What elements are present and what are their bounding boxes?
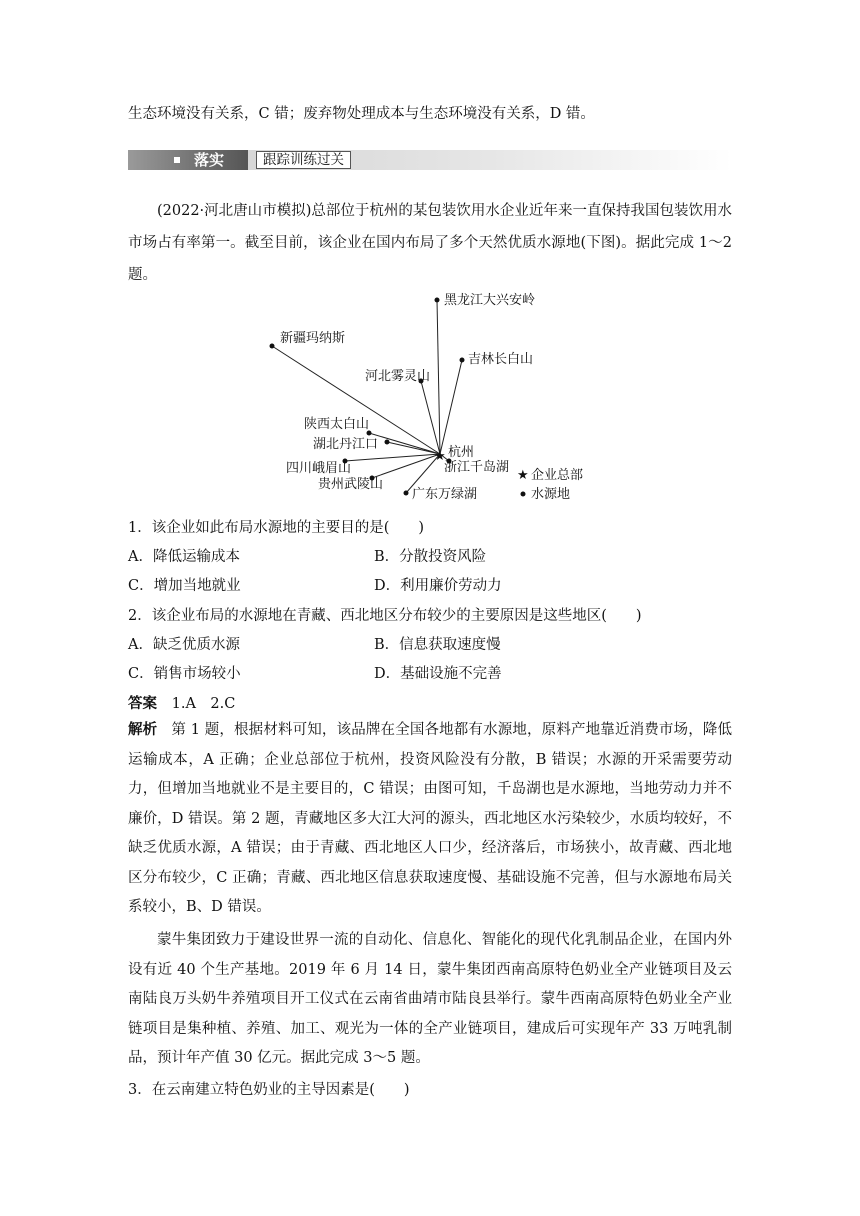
legend-dot-icon: [521, 492, 526, 497]
analysis-label: 解析: [128, 722, 158, 738]
q1-option-c: C．增加当地就业: [128, 578, 241, 594]
map-label: 杭州: [448, 445, 475, 460]
section-banner: [128, 150, 732, 170]
banner-label: 落实: [194, 151, 225, 169]
q1-option-a: A．降低运输成本: [128, 549, 240, 565]
map-label: 陕西太白山: [304, 417, 370, 432]
top-line: 生态环境没有关系，C 错；废弃物处理成本与生态环境没有关系，D 错。: [128, 106, 595, 122]
legend-label: 企业总部: [531, 468, 584, 483]
answer-label: 答案: [128, 696, 157, 712]
source-point: [460, 358, 465, 363]
map-label: 四川峨眉山: [286, 461, 352, 476]
q1-option-d: D．利用廉价劳动力: [374, 578, 502, 594]
passage-paragraph: 蒙牛集团致力于建设世界一流的自动化、信息化、智能化的现代化乳制品企业，在国内外设有近 40 个生产基地。2019 年 6 月 14 日，蒙牛集团西南高原特色奶业全产业链项目及云南陆良万头奶牛养殖项目开工仪式在云南省曲靖市陆良县举行。蒙牛西南高原特色奶业全产业链项目是集种植、养殖、加工、观光为一体的全产业链项目，建成后可实现年产 33 万吨乳制品，预计年产值 30 亿元。据此完成 3～5 题。: [128, 932, 732, 1066]
source-point: [270, 344, 275, 349]
answer-line: [128, 694, 235, 714]
q1-stem: 1．该企业如此布局水源地的主要目的是( ): [128, 520, 425, 536]
source-point: [404, 491, 409, 496]
map-label: 贵州武陵山: [318, 477, 384, 492]
q2-option-b: B．信息获取速度慢: [374, 637, 501, 653]
map-label: 吉林长白山: [468, 352, 534, 367]
banner-sub: 跟踪训练过关: [256, 151, 351, 169]
square-icon: [174, 157, 180, 163]
analysis-paragraph: [128, 716, 732, 923]
legend-label: 水源地: [531, 487, 571, 502]
q2-option-a: A．缺乏优质水源: [128, 637, 240, 653]
q2-option-c: C．销售市场较小: [128, 666, 241, 682]
analysis-text: 第 1 题，根据材料可知，该品牌在全国各地都有水源地，原料产地靠近消费市场，降低运输成本，A 正确；企业总部位于杭州，投资风险没有分散，B 错误；水源的开采需要劳动力，但增加当地就业不是主要目的，C 错误；由图可知，千岛湖也是水源地，当地劳动力并不廉价，D 错误。第 2 题，青藏地区多大江大河的源头，西北地区水污染较少，水质均较好，不缺乏优质水源，A 错误；由于青藏、西北地区人口少，经济落后，市场狭小，故青藏、西北地区分布较少，C 正确；青藏、西北地区信息获取速度慢、基础设施不完善，但与水源地布局关系较小，B、D 错误。: [128, 722, 732, 915]
map-label: 河北雾灵山: [365, 369, 431, 384]
answer-text: 1.A 2.C: [171, 696, 236, 712]
source-point: [385, 440, 390, 445]
hq-star-icon: ★: [434, 449, 446, 464]
water-source-map: [0, 290, 860, 510]
q2-option-d: D．基础设施不完善: [374, 666, 502, 682]
q3-stem: 3．在云南建立特色奶业的主导因素是( ): [128, 1082, 410, 1098]
map-label: 浙江千岛湖: [444, 460, 510, 475]
banner-dark: [128, 150, 248, 170]
source-point: [435, 298, 440, 303]
legend-star-icon: ★: [517, 468, 529, 483]
q2-stem: 2．该企业布局的水源地在青藏、西北地区分布较少的主要原因是这些地区( ): [128, 608, 642, 624]
map-label: 湖北丹江口: [313, 437, 379, 452]
map-label: 广东万绿湖: [412, 487, 478, 502]
map-label: 新疆玛纳斯: [280, 331, 346, 346]
map-label: 黑龙江大兴安岭: [444, 293, 536, 308]
q1-option-b: B．分散投资风险: [374, 549, 487, 565]
intro-paragraph: (2022·河北唐山市模拟)总部位于杭州的某包装饮用水企业近年来一直保持我国包装饮用水市场占有率第一。截至目前，该企业在国内布局了多个天然优质水源地(下图)。据此完成 1～2 题。: [128, 203, 732, 283]
